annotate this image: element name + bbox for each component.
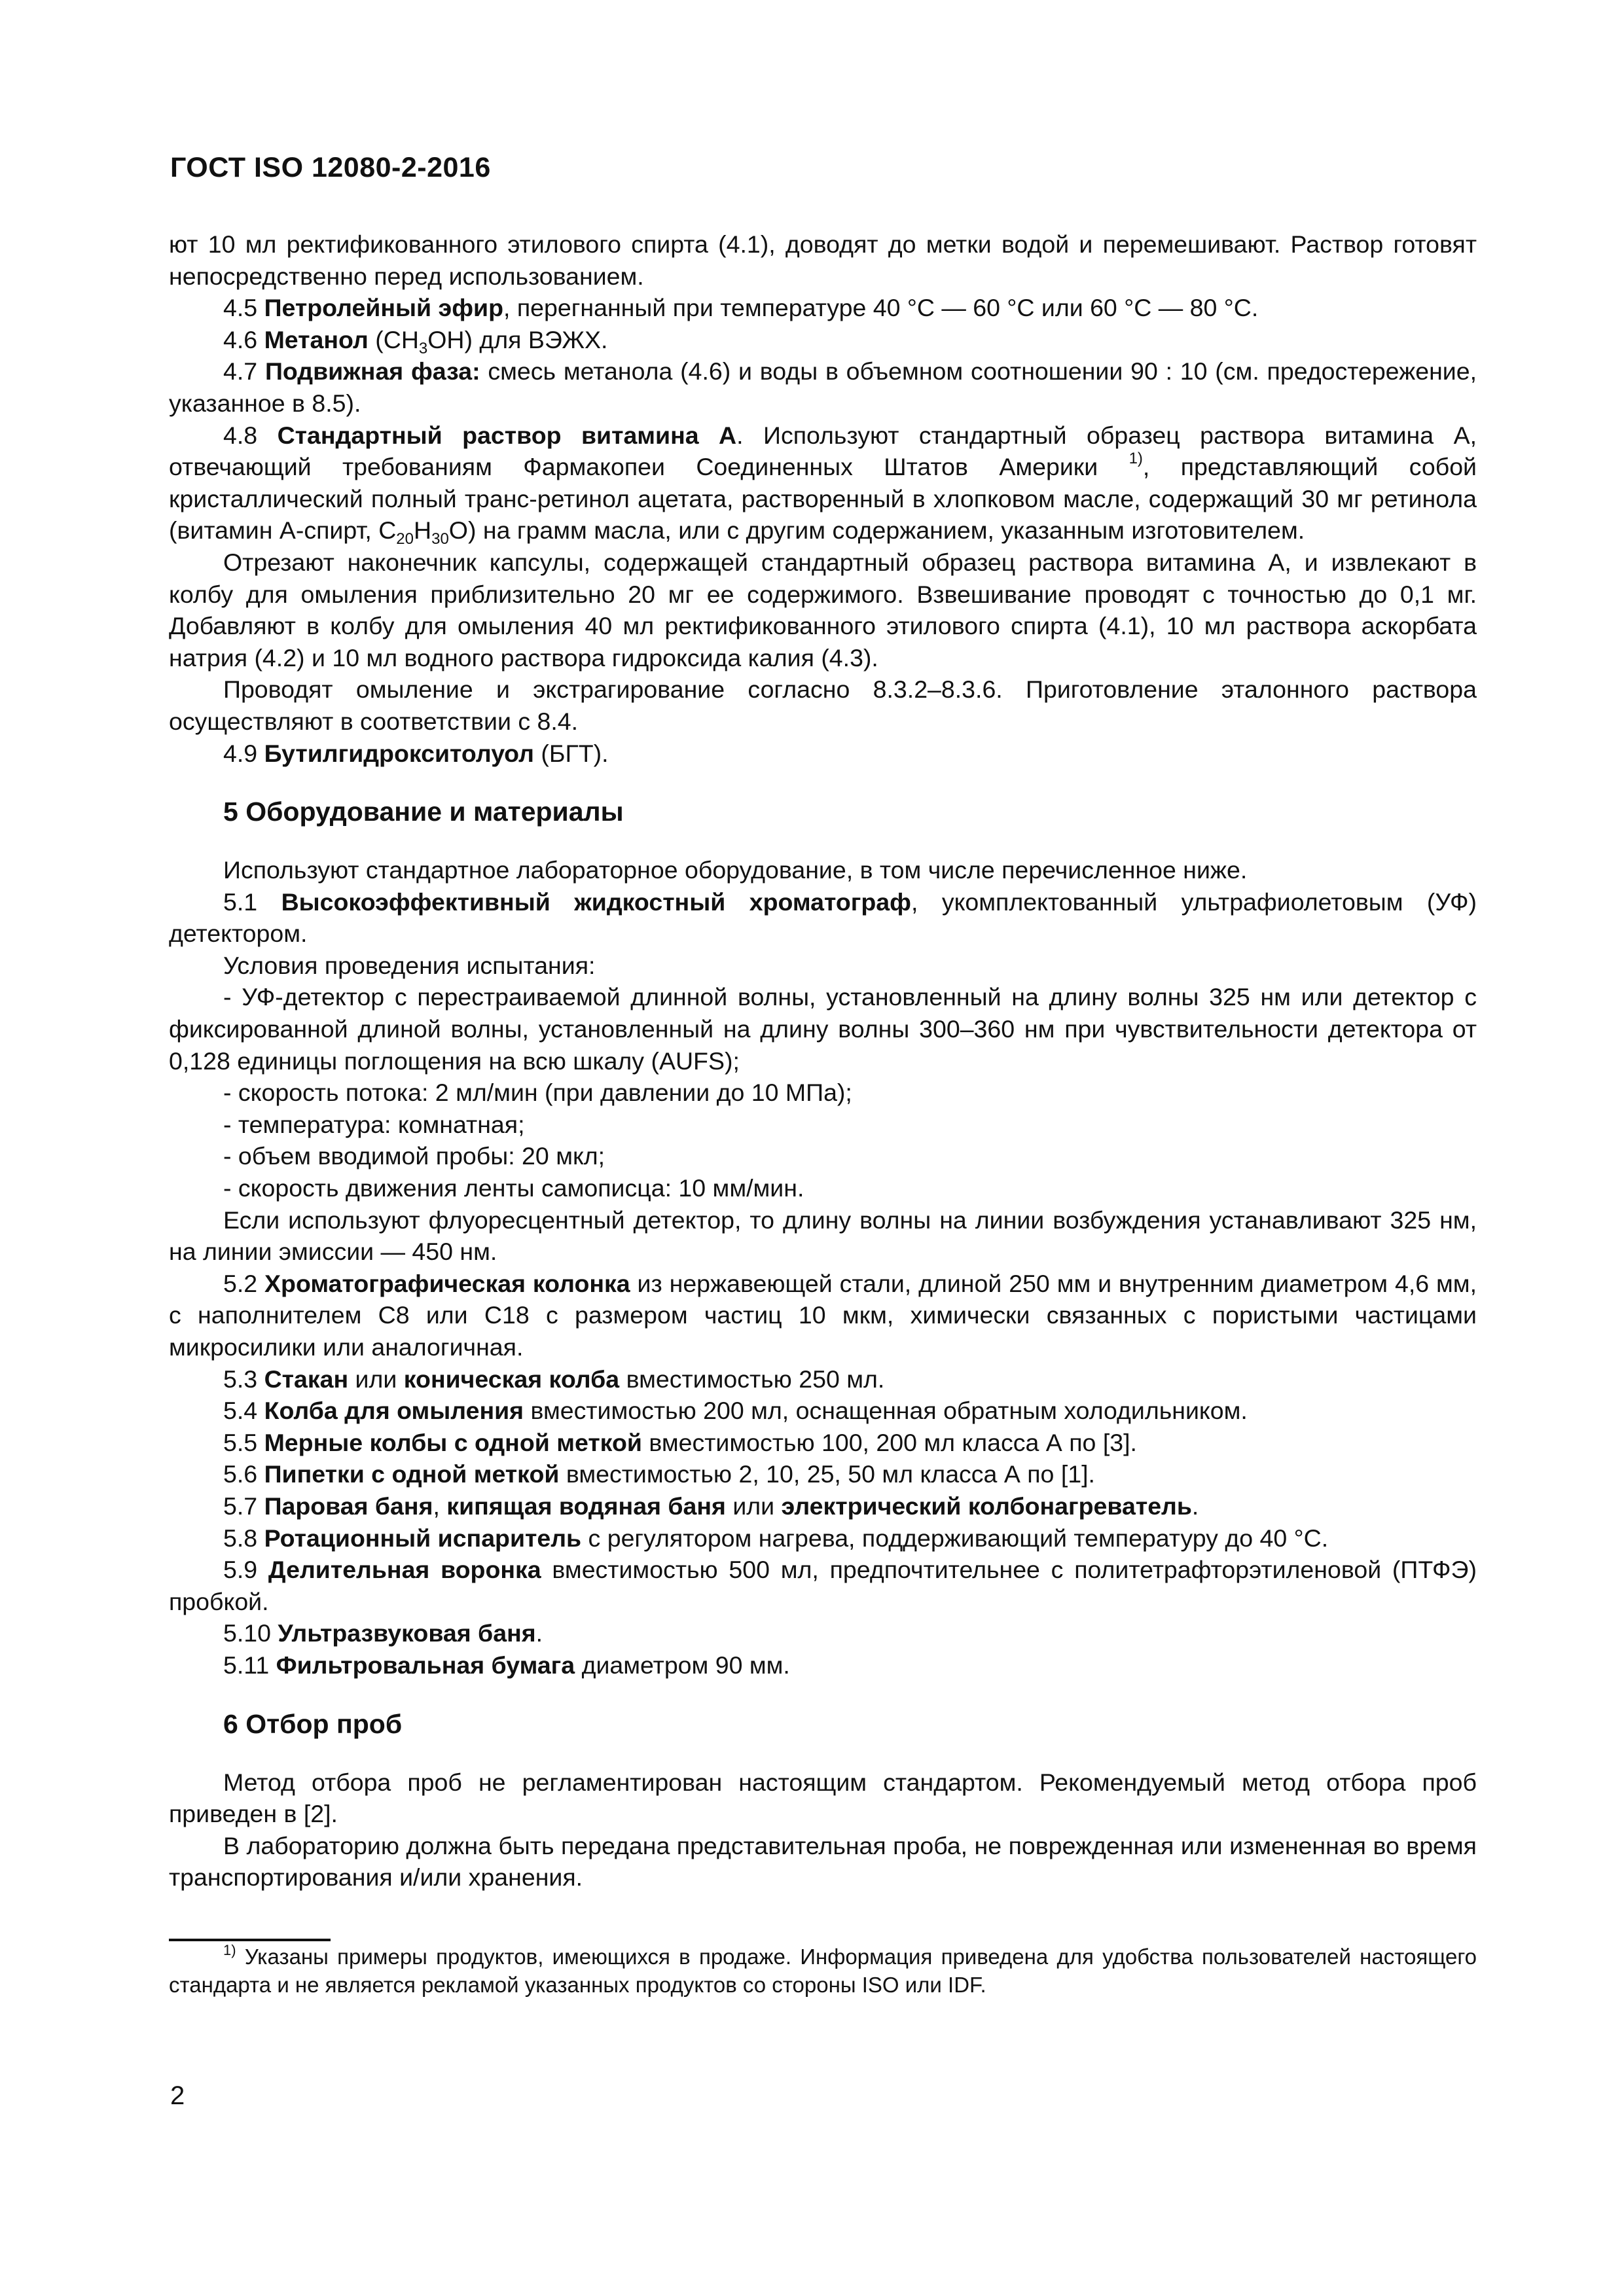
clause-5-6: 5.6 Пипетки с одной меткой вместимостью 2, 10, 25, 50 мл класса А по [1]. — [223, 1460, 1095, 1488]
condition-item: - объем вводимой пробы: 20 мкл; — [223, 1142, 605, 1170]
clause-4-7: 4.7 Подвижная фаза: смесь метанола (4.6) и воды в объемном соотношении 90 : 10 (см. предостережение, указанное в 8.5). — [169, 357, 1477, 417]
section-5-intro: Используют стандартное лабораторное оборудование, в том числе перечисленное ниже. — [223, 856, 1248, 884]
condition-item: - температура: комнатная; — [223, 1110, 525, 1138]
clause-5-10: 5.10 Ультразвуковая баня. — [223, 1619, 543, 1647]
clause-5-8: 5.8 Ротационный испаритель с регулятором нагрева, поддерживающий температуру до 40 °С. — [223, 1524, 1329, 1552]
condition-item: - скорость движения ленты самописца: 10 мм/мин. — [223, 1174, 804, 1202]
clause-5-11: 5.11 Фильтровальная бумага диаметром 90 мм. — [223, 1651, 790, 1679]
clause-4-6: 4.6 Метанол $(CH_3OH)$ для ВЭЖХ. — [223, 325, 608, 357]
page-header-title: ГОСТ ISO 12080-2-2016 — [170, 152, 491, 183]
clause-4-8-para-2: Отрезают наконечник капсулы, содержащей стандартный образец раствора витамина А, и извлекают в колбу для омыления приблизительно 20 мг ее содержимого. Взвешивание проводят с точностью до 0,1 мг. Добавляют в колбу для омыления 40 мл ректификованного этилового спирта (4.1), 10 мл раствора аскорбата натрия (4.2) и 10 мл водного раствора гидроксида калия (4.3). — [169, 548, 1477, 672]
section-6-para-2: В лабораторию должна быть передана представительная проба, не поврежденная или измененная во время транспортирования и/или хранения. — [169, 1831, 1477, 1892]
fluorescence-note: Если используют флуоресцентный детектор, то длину волны на линии возбуждения устанавливают 325 нм, на линии эмиссии — 450 нм. — [169, 1206, 1477, 1266]
footnote-marker: 1) — [223, 1942, 236, 1958]
section-6-title: 6 Отбор проб — [223, 1708, 403, 1739]
clause-5-3: 5.3 Стакан или коническая колба вместимостью 250 мл. — [223, 1365, 885, 1393]
clause-5-1: 5.1 Высокоэффективный жидкостный хроматограф, укомплектованный ультрафиолетовым (УФ) детектором. — [169, 888, 1477, 948]
clause-5-9: 5.9 Делительная воронка вместимостью 500 мл, предпочтительнее с политетрафторэтиленовой (ПТФЭ) пробкой. — [169, 1556, 1477, 1615]
clause-5-4: 5.4 Колба для омыления вместимостью 200 мл, оснащенная обратным холодильником. — [223, 1397, 1248, 1425]
clause-4-9: 4.9 Бутилгидрокситолуол (БГТ). — [223, 739, 609, 767]
clause-4-8: 4.8 Стандартный раствор витамина А. Используют стандартный образец раствора витамина А, отвечающий требованиям Фармакопеи Соединенных Штатов Америки $^{1)}$, представляющий собой кристаллический полный транс-ретинол ацетата, растворенный в хлопковом масле, содержащий 30 мг ретинола (витамин А-спирт, $C_{20}H_{30}O$) на грамм масла, или с другим содержанием, указанным изготовителем. — [169, 421, 1477, 548]
paragraph-continuation: ют 10 мл ректификованного этилового спирта (4.1), доводят до метки водой и перемешивают. Раствор готовят непосредственно перед использованием. — [169, 230, 1477, 290]
page-number: 2 — [170, 2081, 185, 2110]
condition-item: - УФ-детектор с перестраиваемой длинной волны, установленный на длину волны 325 нм или детектор с фиксированной длиной волны, установленный на длину волны 300–360 нм при чувствительности детектора от 0,128 единицы поглощения на всю шкалу (AUFS); — [169, 983, 1477, 1075]
condition-item: - скорость потока: 2 мл/мин (при давлении до 10 МПа); — [223, 1079, 852, 1107]
clause-4-5: 4.5 Петролейный эфир, перегнанный при температуре 40 °С — 60 °С или 60 °С — 80 °С. — [223, 294, 1259, 322]
footnote-text: Указаны примеры продуктов, имеющихся в продаже. Информация приведена для удобства пользователей настоящего стандарта и не является рекламой указанных продуктов со стороны ISO или IDF. — [169, 1945, 1477, 1997]
document-body — [169, 228, 1477, 1893]
clause-5-5: 5.5 Мерные колбы с одной меткой вместимостью 100, 200 мл класса А по [3]. — [223, 1428, 1137, 1456]
section-5-title: 5 Оборудование и материалы — [223, 797, 624, 827]
footnote-divider — [169, 1939, 331, 1941]
section-6-para-1: Метод отбора проб не регламентирован настоящим стандартом. Рекомендуемый метод отбора проб приведен в [2]. — [169, 1768, 1477, 1828]
footnote-reference[interactable]: 1) — [1128, 450, 1143, 468]
clause-4-8-para-3: Проводят омыление и экстрагирование согласно 8.3.2–8.3.6. Приготовление эталонного раствора осуществляют в соответствии с 8.4. — [169, 675, 1477, 735]
test-conditions-heading: Условия проведения испытания: — [223, 951, 596, 979]
clause-5-2: 5.2 Хроматографическая колонка из нержавеющей стали, длиной 250 мм и внутренним диаметром 4,6 мм, с наполнителем С8 или С18 с размером частиц 10 мкм, химически связанных с пористыми частицами микросилики или аналогичная. — [169, 1269, 1477, 1361]
footnote — [169, 1943, 1477, 1999]
clause-5-7: 5.7 Паровая баня, кипящая водяная баня или электрический колбонагреватель. — [223, 1492, 1199, 1520]
